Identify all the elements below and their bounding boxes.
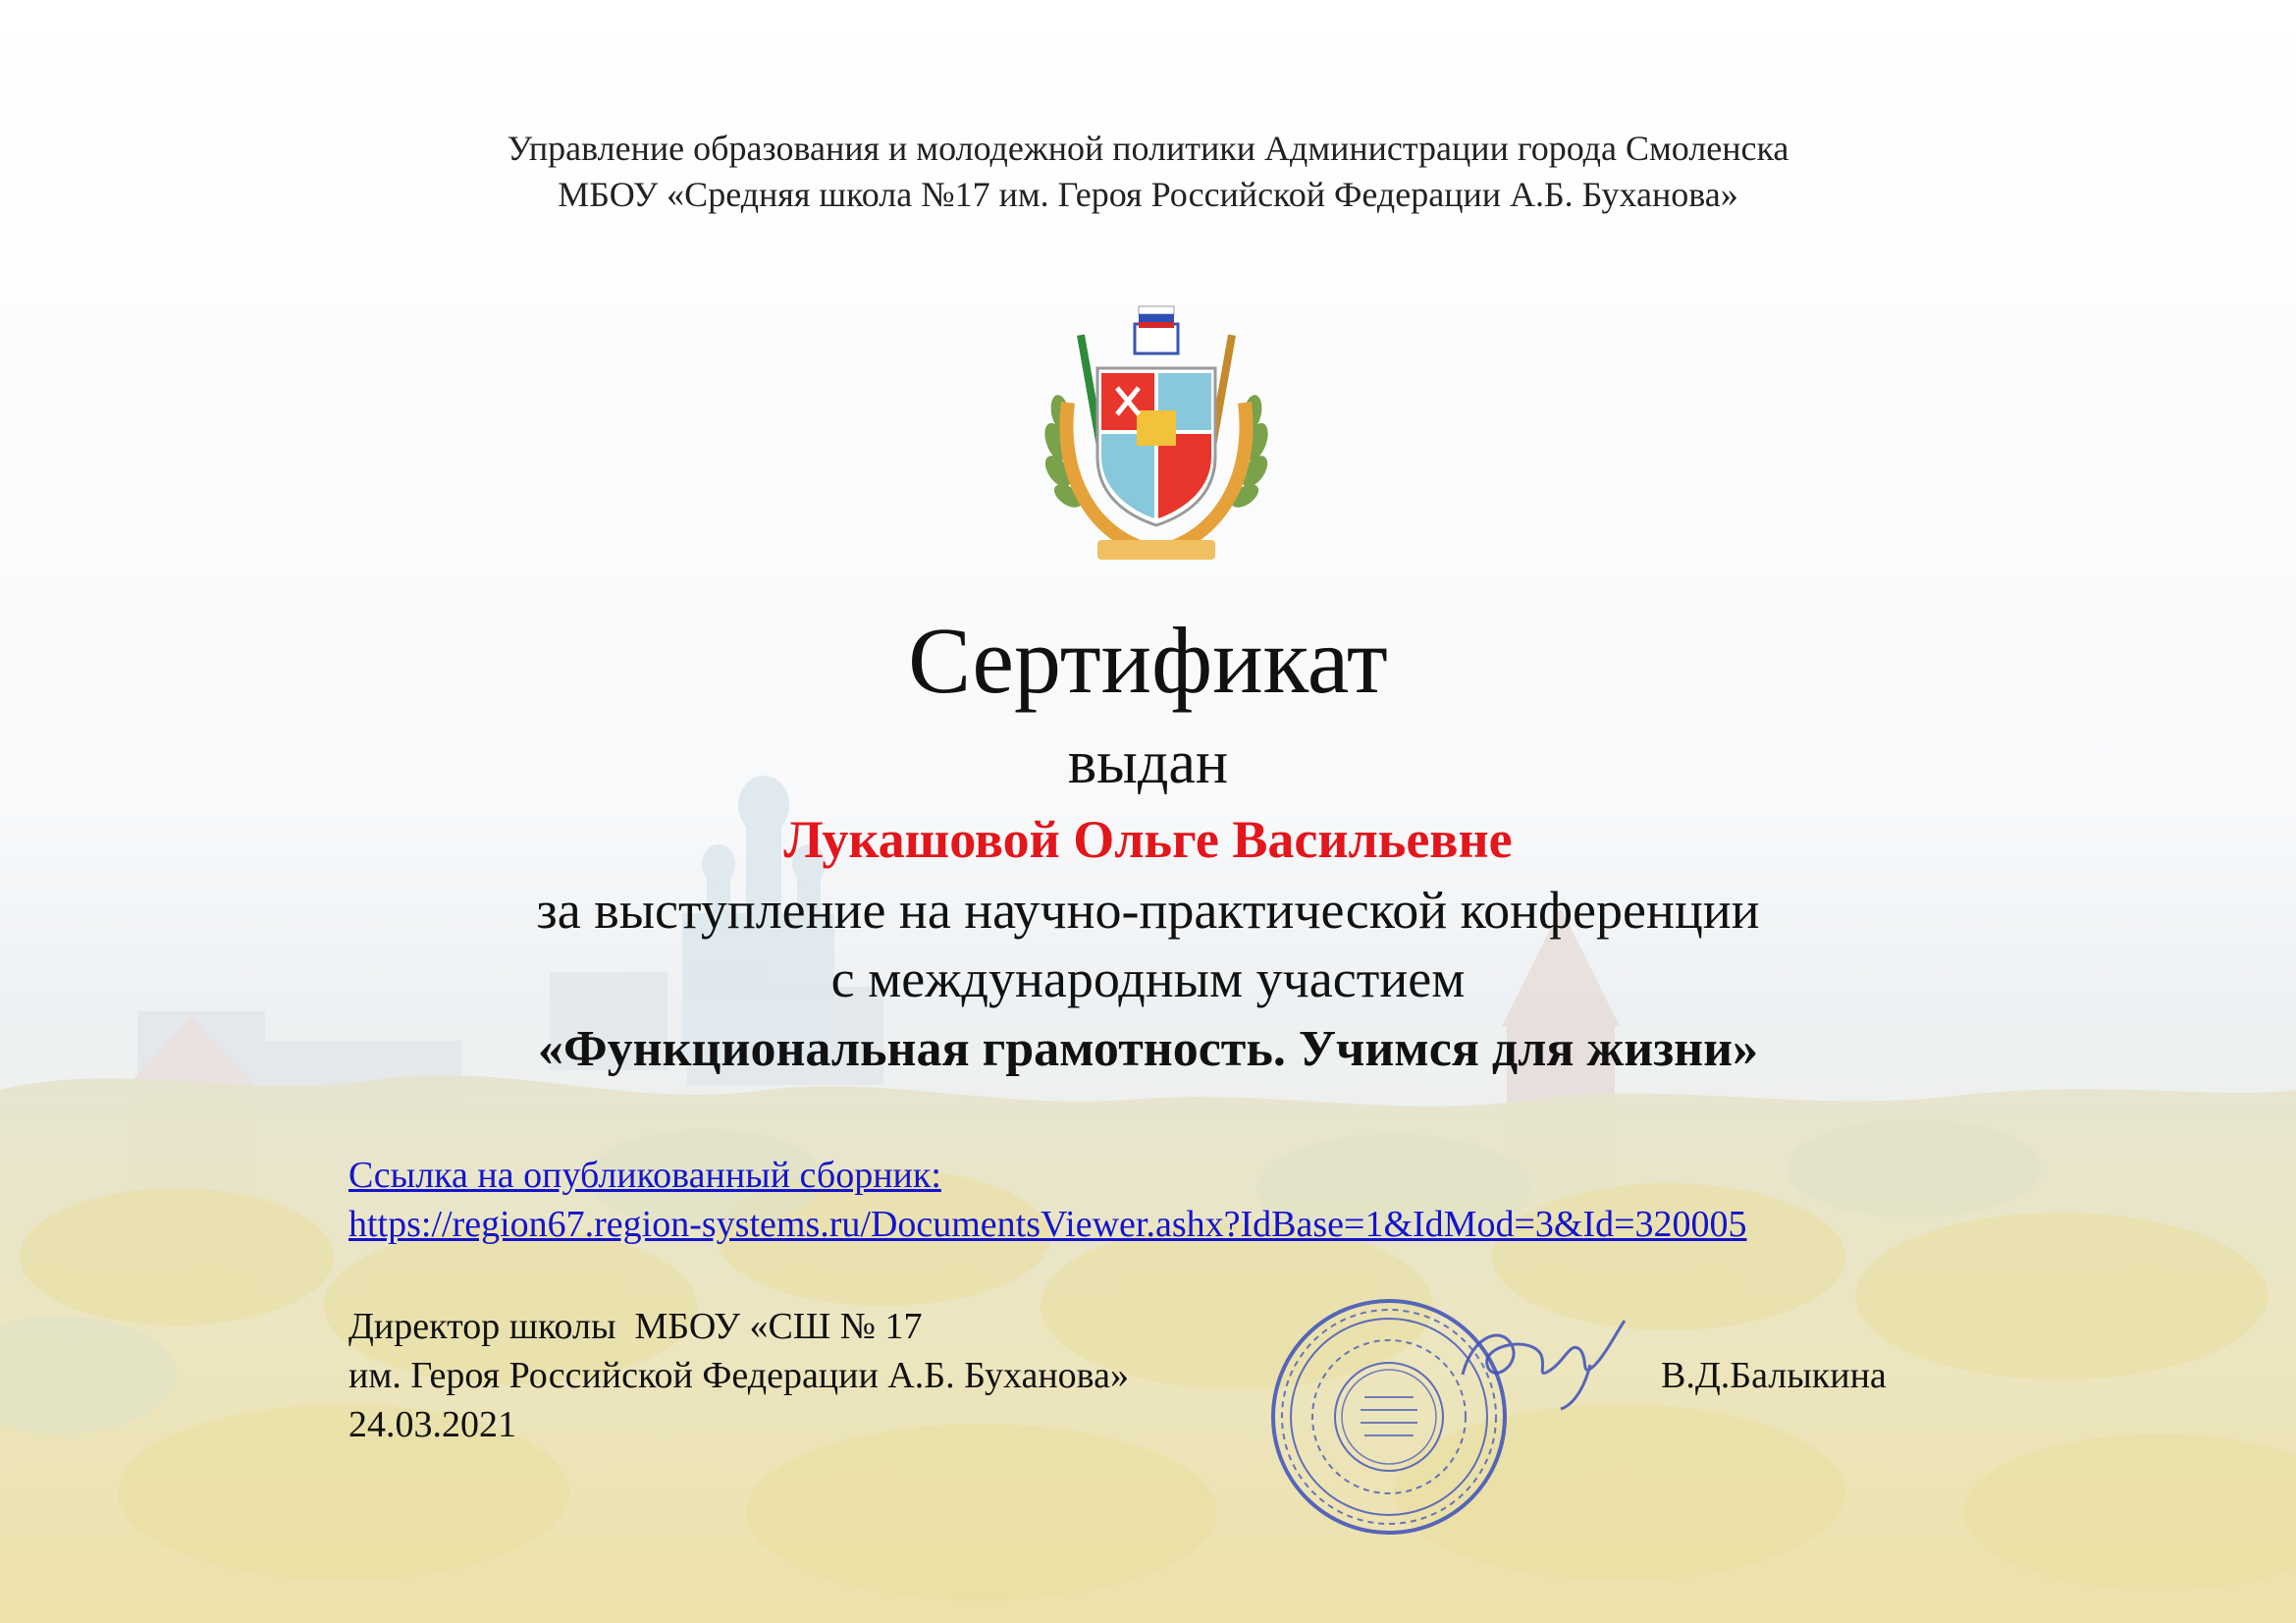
publication-link-url[interactable]: https://region67.region-systems.ru/DocumentsViewer.ashx?IdBase=1&IdMod=3&Id=320005 bbox=[348, 1204, 1747, 1245]
header-organization bbox=[0, 126, 2296, 218]
header-line-1: Управление образования и молодежной политики Администрации города Смоленска bbox=[507, 129, 1789, 168]
award-reason bbox=[0, 876, 2296, 1013]
recipient-name: Лукашовой Ольге Васильевне bbox=[783, 810, 1513, 869]
conference-name: «Функциональная грамотность. Учимся для жизни» bbox=[537, 1021, 1759, 1077]
director-signature-icon bbox=[1443, 1306, 1639, 1414]
director-title-line-1: Директор школы МБОУ «СШ № 17 bbox=[348, 1306, 923, 1347]
publication-link-block bbox=[348, 1151, 1747, 1249]
director-name: В.Д.Балыкина bbox=[1661, 1355, 1887, 1396]
publication-link-label[interactable]: Ссылка на опубликованный сборник: bbox=[348, 1155, 941, 1196]
director-title-line-2: им. Героя Российской Федерации А.Б. Буханова» bbox=[348, 1355, 1129, 1396]
reason-line-1: за выступление на научно-практической конференции bbox=[536, 881, 1760, 940]
reason-line-2: с международным участием bbox=[830, 949, 1466, 1008]
certificate-title: Сертификат bbox=[908, 608, 1388, 713]
school-emblem-icon bbox=[1039, 295, 1274, 569]
issued-label: выдан bbox=[1067, 730, 1229, 796]
signature-block bbox=[348, 1302, 1129, 1449]
header-line-2: МБОУ «Средняя школа №17 им. Героя Российской Федерации А.Б. Буханова» bbox=[558, 175, 1738, 214]
certificate-date: 24.03.2021 bbox=[348, 1404, 516, 1445]
